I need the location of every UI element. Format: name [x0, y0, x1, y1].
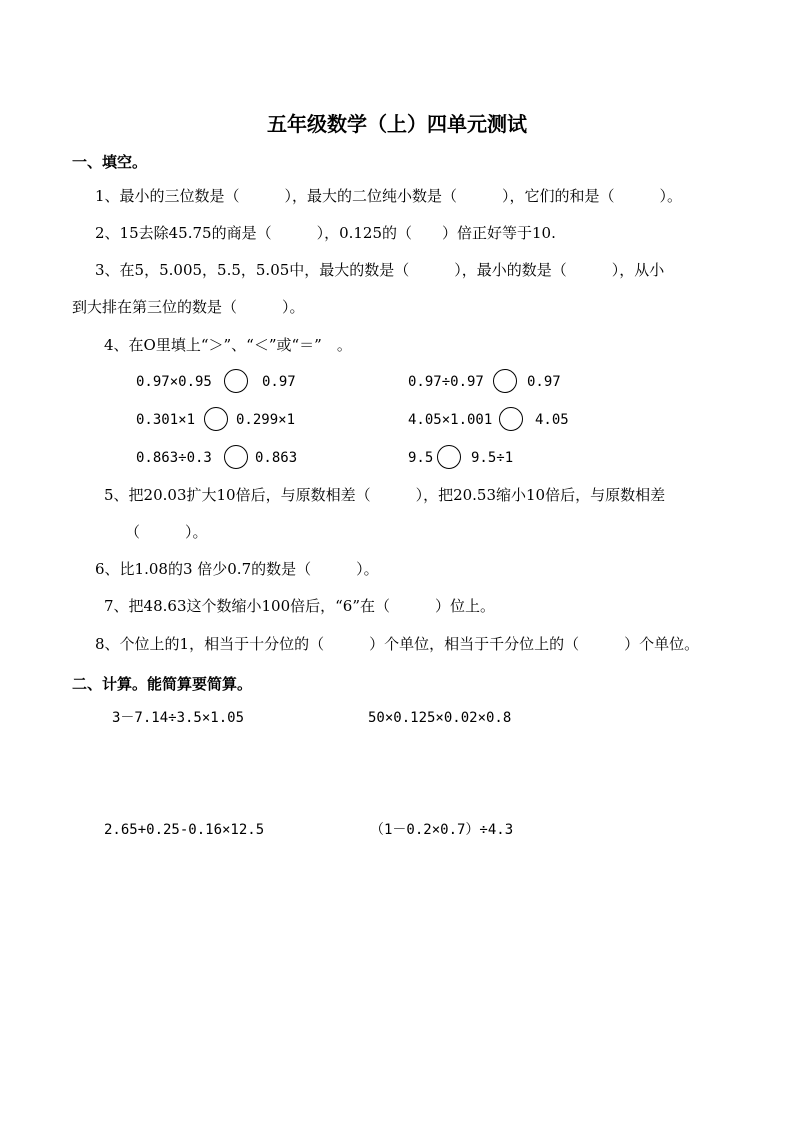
compare-right: 0.97 [527, 374, 561, 390]
compare-right: 9.5÷1 [471, 450, 514, 466]
question-2: 2、15去除45.75的商是（ ），0.125的（ ）倍正好等于10. [95, 224, 556, 242]
compare-circle[interactable] [224, 445, 248, 469]
compare-right: 0.299×1 [236, 412, 296, 428]
calc-expression: （1－0.2×0.7）÷4.3 [370, 822, 514, 838]
compare-left: 0.97÷0.97 [408, 374, 484, 390]
compare-left: 9.5 [408, 450, 434, 466]
question-3-line-1: 3、在5，5.005，5.5，5.05中，最大的数是（ ），最小的数是（ ），从小 [95, 261, 665, 279]
compare-left: 0.301×1 [136, 412, 196, 428]
question-7: 7、把48.63这个数缩小100倍后，“6”在（ ）位上。 [104, 597, 495, 615]
compare-right: 0.863 [255, 450, 298, 466]
compare-circle[interactable] [493, 369, 517, 393]
compare-left: 0.97×0.95 [136, 374, 212, 390]
question-8: 8、个位上的1，相当于十分位的（ ）个单位，相当于千分位上的（ ）个单位。 [95, 635, 700, 653]
question-6: 6、比1.08的3 倍少0.7的数是（ ）。 [95, 560, 379, 578]
question-1: 1、最小的三位数是（ ），最大的二位纯小数是（ ），它们的和是（ ）。 [95, 187, 683, 205]
calc-expression: 2.65+0.25-0.16×12.5 [104, 822, 265, 838]
compare-right: 0.97 [262, 374, 296, 390]
compare-circle[interactable] [499, 407, 523, 431]
question-5-line-2: （ ）。 [125, 523, 208, 541]
section-calculation-heading: 二、计算。能简算要简算。 [72, 675, 253, 693]
calc-expression: 50×0.125×0.02×0.8 [368, 710, 512, 726]
compare-circle[interactable] [204, 407, 228, 431]
question-5-line-1: 5、把20.03扩大10倍后，与原数相差（ ），把20.53缩小10倍后，与原数相差 [104, 486, 666, 504]
calc-expression: 3－7.14÷3.5×1.05 [112, 710, 245, 726]
section-fill-blank-heading: 一、填空。 [72, 153, 148, 171]
page-title: 五年级数学（上）四单元测试 [267, 112, 527, 136]
compare-left: 0.863÷0.3 [136, 450, 212, 466]
compare-circle[interactable] [437, 445, 461, 469]
question-3-line-2: 到大排在第三位的数是（ ）。 [72, 298, 305, 316]
compare-circle[interactable] [224, 369, 248, 393]
compare-left: 4.05×1.001 [408, 412, 493, 428]
question-4: 4、在O里填上“＞”、“＜”或“＝” 。 [104, 336, 352, 354]
compare-right: 4.05 [535, 412, 569, 428]
